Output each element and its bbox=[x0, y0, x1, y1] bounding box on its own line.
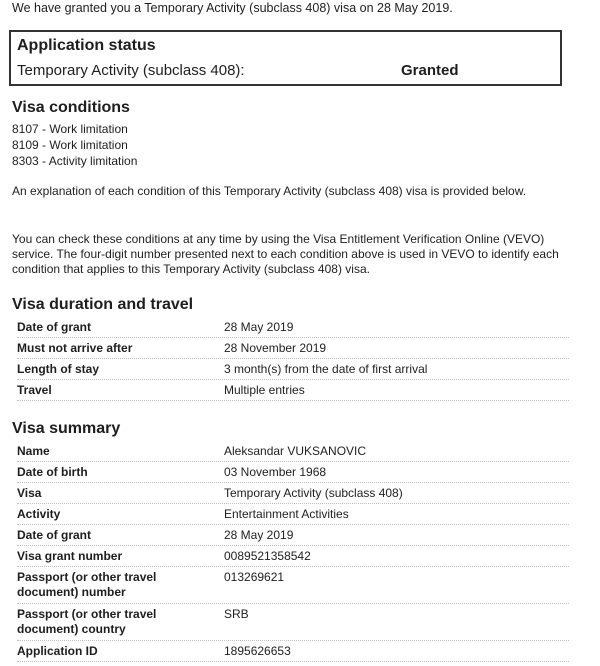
row-label: Must not arrive after bbox=[17, 341, 133, 355]
row-value: Aleksandar VUKSANOVIC bbox=[224, 444, 367, 458]
row-value: 03 November 1968 bbox=[224, 465, 327, 479]
duration-travel-table bbox=[17, 317, 569, 401]
row-label: Passport (or other travel document) number bbox=[17, 570, 157, 599]
table-row bbox=[17, 546, 569, 567]
visa-summary-heading: Visa summary bbox=[12, 420, 121, 437]
table-row bbox=[17, 317, 569, 338]
row-value: 0089521358542 bbox=[224, 549, 311, 563]
table-row bbox=[17, 441, 569, 462]
row-value: Entertainment Activities bbox=[224, 507, 349, 521]
application-status-title: Application status bbox=[17, 37, 156, 54]
row-label: Travel bbox=[17, 383, 52, 397]
duration-travel-heading: Visa duration and travel bbox=[12, 296, 194, 313]
visa-conditions-heading: Visa conditions bbox=[12, 99, 130, 116]
row-value: 28 May 2019 bbox=[224, 528, 294, 542]
visa-summary-table bbox=[17, 441, 569, 662]
row-value: Temporary Activity (subclass 408) bbox=[224, 486, 403, 500]
condition-item: 8109 - Work limitation bbox=[12, 138, 128, 152]
application-status-box bbox=[9, 30, 562, 86]
row-label: Activity bbox=[17, 507, 61, 521]
row-value: Multiple entries bbox=[224, 383, 305, 397]
row-value: 013269621 bbox=[224, 570, 285, 584]
table-row bbox=[17, 338, 569, 359]
condition-item: 8303 - Activity limitation bbox=[12, 154, 138, 168]
vevo-note: You can check these conditions at any time by using the Visa Entitlement Verification Online (VEVO) service. The four-digit number presented next to each condition above is used in VEVO to identify each condition that applies to this Temporary Activity (subclass 408) visa. bbox=[12, 232, 559, 276]
row-label: Length of stay bbox=[17, 362, 100, 376]
table-row bbox=[17, 380, 569, 401]
row-value: 28 November 2019 bbox=[224, 341, 327, 355]
row-value: 3 month(s) from the date of first arrival bbox=[224, 362, 428, 376]
row-label: Date of grant bbox=[17, 528, 92, 542]
condition-item: 8107 - Work limitation bbox=[12, 122, 128, 136]
table-row bbox=[17, 462, 569, 483]
row-label: Date of birth bbox=[17, 465, 88, 479]
row-label: Passport (or other travel document) country bbox=[17, 607, 157, 636]
table-row bbox=[17, 359, 569, 380]
table-row bbox=[17, 525, 569, 546]
application-status-value: Granted bbox=[401, 62, 459, 79]
intro-text: We have granted you a Temporary Activity (subclass 408) visa on 28 May 2019. bbox=[12, 1, 453, 15]
table-row bbox=[17, 504, 569, 525]
row-value: 1895626653 bbox=[224, 644, 291, 658]
row-value: 28 May 2019 bbox=[224, 320, 294, 334]
table-row bbox=[17, 604, 569, 641]
table-row bbox=[17, 567, 569, 604]
row-value: SRB bbox=[224, 607, 249, 621]
row-label: Application ID bbox=[17, 644, 98, 658]
row-label: Name bbox=[17, 444, 50, 458]
visa-conditions-list bbox=[12, 121, 137, 169]
table-row bbox=[17, 483, 569, 504]
row-label: Date of grant bbox=[17, 320, 92, 334]
table-row bbox=[17, 641, 569, 662]
application-status-visa: Temporary Activity (subclass 408): bbox=[17, 62, 245, 79]
conditions-explanation: An explanation of each condition of this Temporary Activity (subclass 408) visa is provided below. bbox=[12, 184, 527, 198]
row-label: Visa grant number bbox=[17, 549, 123, 563]
row-label: Visa bbox=[17, 486, 42, 500]
